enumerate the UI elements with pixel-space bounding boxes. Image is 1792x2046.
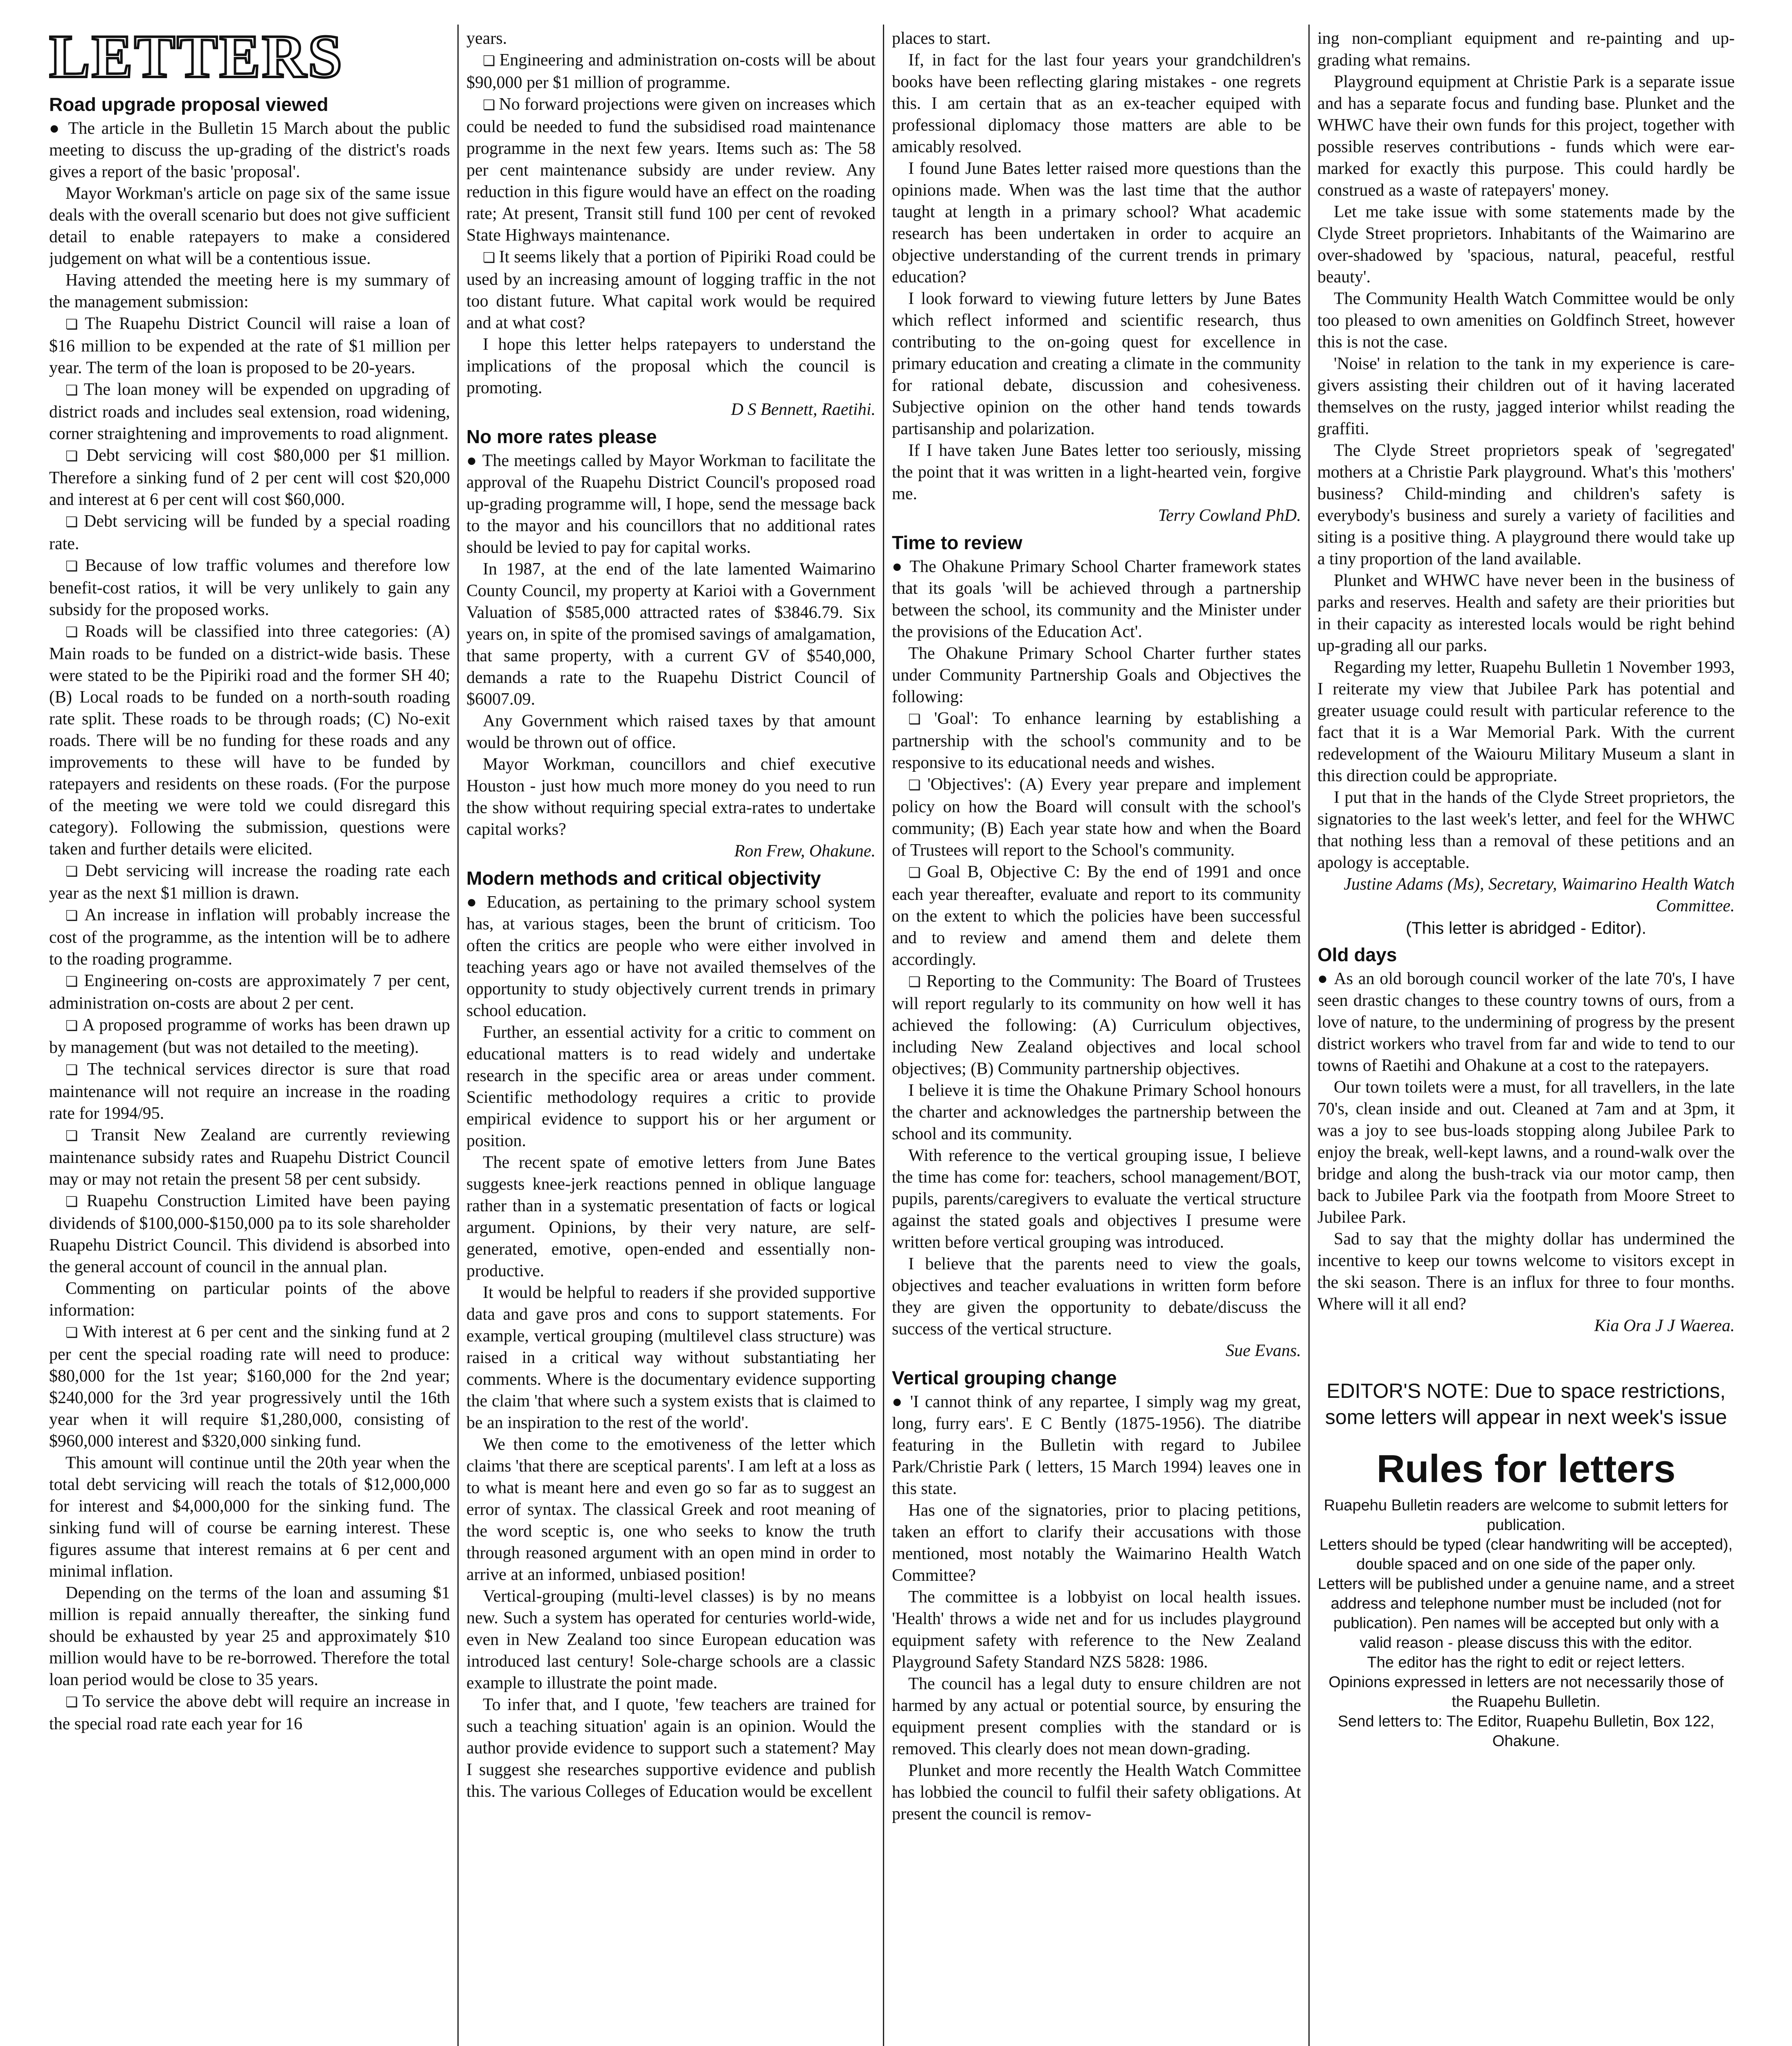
rules-title: Rules for letters bbox=[1376, 1447, 1676, 1491]
letter-paragraph: Mayor Workman's article on page six of the same issue deals with the overall scenario but does not give sufficient detail to enable ratepayers to make a considered judgement on what will be a contentious issue. bbox=[49, 184, 450, 268]
letter-headline: Time to review bbox=[892, 532, 1022, 553]
letter-paragraph: years. bbox=[466, 29, 507, 48]
letter-paragraph: Playground equipment at Christie Park is a separate issue and has a separate focus and funding base. Plunket and the WHWC have their own funds for this project, together with possible reserves contributions - funds which were ear-marked for exactly this purpose. This could hardly be construed as a waste of ratepayers' money. bbox=[1317, 72, 1735, 200]
letter-point: ❏ Engineering and administration on-costs will be about $90,000 per $1 million of programme. bbox=[466, 50, 876, 94]
editor-note: EDITOR'S NOTE: Due to space restrictions, some letters will appear in next week's issue bbox=[1325, 1379, 1727, 1429]
letter-point: ❏ Reporting to the Community: The Board of Trustees will report regularly to its community on how well it has achieved the following: (A) Curriculum objectives, including New Zealand objectives and local school objectives; (B) Community partnership objectives. bbox=[892, 971, 1301, 1080]
column-rule bbox=[457, 25, 459, 2046]
letter-point: ❏ An increase in inflation will probably increase the cost of the programme, as the intention will be to adhere to the roading programme. bbox=[49, 904, 450, 970]
letter-paragraph: Any Government which raised taxes by that amount would be thrown out of office. bbox=[466, 712, 876, 752]
column-2 bbox=[466, 28, 876, 2046]
letter-paragraph: We then come to the emotiveness of the letter which claims 'that there are sceptical parents'. I am left at a loss as to what is meant here and even go so far as to suggest an error of syntax. The classical Greek and root meaning of the word sceptic is, one who seeks to know the truth through reasoned argument with an open mind in order to arrive at an informed, unbiased position! bbox=[466, 1435, 876, 1584]
letter-paragraph: ing non-compliant equipment and re-painting and up-grading what remains. bbox=[1317, 29, 1735, 70]
editor-abridged-note: (This letter is abridged - Editor). bbox=[1405, 918, 1647, 937]
letter-paragraph: Mayor Workman, councillors and chief executive Houston - just how much more money do you need to run the show without requiring special extra-rates to undertake capital works? bbox=[466, 755, 876, 839]
rules-body bbox=[1317, 1496, 1735, 1751]
letter-paragraph: The recent spate of emotive letters from June Bates suggests knee-jerk reactions penned in oblique language rather than in a systematic presentation of facts or logical argument. Opinions, by their very nature, are self-generated, emotive, open-ended and essentially non-productive. bbox=[466, 1153, 876, 1280]
letter-paragraph: I believe it is time the Ohakune Primary School honours the charter and acknowledges the partnership between the school and its community. bbox=[892, 1081, 1301, 1143]
letter-signature: Kia Ora J J Waerea. bbox=[1594, 1316, 1735, 1335]
letter-paragraph: places to start. bbox=[892, 29, 991, 48]
letter-paragraph: Regarding my letter, Ruapehu Bulletin 1 November 1993, I reiterate my view that Jubilee Park has potential and greater usuage could result with particular reference to the fact that it is a War Memorial Park. With the current redevelopment of the Waiouru Military Museum a slant in this direction could be appropriate. bbox=[1317, 658, 1735, 785]
letter-headline: Old days bbox=[1317, 944, 1397, 965]
column-1 bbox=[49, 28, 450, 2046]
letter-point: ❏ Goal B, Objective C: By the end of 1991 and once each year thereafter, evaluate and report to its community on the extent to which the policies have been successful and to review and amend them and delete them accordingly. bbox=[892, 861, 1301, 971]
rules-line: Send letters to: The Editor, Ruapehu Bulletin, Box 122, Ohakune. bbox=[1337, 1713, 1715, 1750]
letter-point: ❏ 'Objectives': (A) Every year prepare and implement policy on how the Board will consult with the school's community; (B) Each year state how and when the Board of Trustees will report to the School's community. bbox=[892, 774, 1301, 861]
letter-signature: Justine Adams (Ms), Secretary, Waimarino Health Watch Committee. bbox=[1344, 875, 1735, 915]
letter-point: ❏ The loan money will be expended on upgrading of district roads and includes seal extension, road widening, corner straightening and improvements to road alignment. bbox=[49, 379, 450, 445]
letter-signature: D S Bennett, Raetihi. bbox=[731, 400, 876, 419]
letter-point: ❏ No forward projections were given on increases which could be needed to fund the subsidised road maintenance programme in the next few years. Items such as: The 58 per cent maintenance subsidy are under review. Any reduction in this figure would have an effect on the roading rate; At present, Transit still fund 100 per cent of revoked State Highways maintenance. bbox=[466, 94, 876, 246]
letter-headline: No more rates please bbox=[466, 426, 657, 447]
rules-line: Ruapehu Bulletin readers are welcome to submit letters for publication. bbox=[1324, 1497, 1729, 1534]
letter-signature: Ron Frew, Ohakune. bbox=[734, 842, 876, 861]
letter-point: ❏ Roads will be classified into three categories: (A) Main roads to be funded on a district-wide basis. These were stated to be the Pipiriki road and the former SH 40; (B) Local roads to be funded on a north-south roading rate split. These roads to be through roads; (C) No-exit roads. There will be no funding for these roads and any improvements to these will have to be funded by ratepayers and residents on these roads. (For the purpose of the meeting we were told we could disregard this category). Following the submission, questions were taken and further details were elicited. bbox=[49, 621, 450, 860]
letter-paragraph: Plunket and more recently the Health Watch Committee has lobbied the council to fulfil their safety obligations. At present the council is remov- bbox=[892, 1761, 1301, 1823]
letter-paragraph: It would be helpful to readers if she provided supportive data and gave pros and cons to support statements. For example, vertical grouping (multilevel class structure) was raised in a critical way without substantiating her comments. Where is the documentary evidence supporting the claim 'that where such a system exists that is claimed to be an inspiration to the rest of the world'. bbox=[466, 1283, 876, 1432]
letter-opening-paragraph: ● As an old borough council worker of the late 70's, I have seen drastic changes to these country towns of ours, from a love of nature, to the undermining of progress by the present district workers who travel from far and wide to tend to our towns of Raetihi and Ohakune at a cost to the ratepayers. bbox=[1317, 968, 1735, 1077]
letter-headline: Vertical grouping change bbox=[892, 1367, 1117, 1388]
letter-point: ❏ Because of low traffic volumes and therefore low benefit-cost ratios, it will be very unlikely to gain any subsidy for the proposed works. bbox=[49, 555, 450, 621]
letter-paragraph: If I have taken June Bates letter too seriously, missing the point that it was written in a light-hearted vein, forgive me. bbox=[892, 441, 1301, 503]
letter-paragraph: The Community Health Watch Committee would be only too pleased to own amenities on Goldfinch Street, however this is not the case. bbox=[1317, 289, 1735, 352]
letter-signature: Terry Cowland PhD. bbox=[1158, 506, 1301, 525]
rules-line: The editor has the right to edit or reject letters. bbox=[1367, 1654, 1685, 1671]
letter-signature: Sue Evans. bbox=[1225, 1341, 1301, 1360]
letter-point: ❏ A proposed programme of works has been drawn up by management (but was not detailed to the meeting). bbox=[49, 1014, 450, 1059]
letter-paragraph: 'Noise' in relation to the tank in my experience is care-givers assisting their children out of it having lacerated themselves on the rusty, jagged interior whilst reading the graffiti. bbox=[1317, 354, 1735, 438]
letter-paragraph: Sad to say that the mighty dollar has undermined the incentive to keep our towns welcome to visitors except in the ski season. There is an influx for three to four months. Where will it all end? bbox=[1317, 1230, 1735, 1314]
letter-paragraph: Vertical-grouping (multi-level classes) is by no means new. Such a system has operated for centuries world-wide, even in New Zealand too since European education was introduced last century! Sole-charge schools are a classic example to illustrate the point made. bbox=[466, 1587, 876, 1692]
letter-paragraph: Further, an essential activity for a critic to comment on educational matters is to read widely and undertake research in the specific area or areas under comment. Scientific methodology requires a critic to provide empirical evidence to support his or her argument or position. bbox=[466, 1023, 876, 1150]
column-rule bbox=[883, 25, 884, 2046]
letter-paragraph: The Clyde Street proprietors speak of 'segregated' mothers at a Christie Park playground. What's this 'mothers' business? Child-minding and children's safety is everybody's business and surely a variety of facilities and siting is a positive thing. A playground there would take up a tiny proportion of the land available. bbox=[1317, 441, 1735, 568]
rules-line: Letters should be typed (clear handwriting will be accepted), double spaced and on one side of the paper only. bbox=[1319, 1536, 1733, 1573]
letter-opening-paragraph: ● 'I cannot think of any repartee, I simply wag my great, long, furry ears'. E C Bently (1875-1956). The diatribe featuring in the Bulletin with regard to Jubilee Park/Christie Park ( letters, 15 March 1994) leaves one in this state. bbox=[892, 1391, 1301, 1500]
letter-point: ❏ 'Goal': To enhance learning by establishing a partnership with the school's community and to be responsive to its educational needs and wishes. bbox=[892, 708, 1301, 774]
letter-paragraph: I believe that the parents need to view the goals, objectives and teacher evaluations in written form before they are given the opportunity to debate/discuss the success of the vertical structure. bbox=[892, 1255, 1301, 1338]
letter-paragraph: I look forward to viewing future letters by June Bates which reflect informed and scientific research, thus contributing to the on-going quest for excellence in primary education and creating a climate in the community for rational debate, discussion and cohesiveness. Subjective opinion on the other hand tends towards partisanship and polarization. bbox=[892, 289, 1301, 438]
letter-paragraph: Let me take issue with some statements made by the Clyde Street proprietors. Inhabitants of the Waimarino are over-shadowed by 'spacious, natural, peaceful, restful beauty'. bbox=[1317, 203, 1735, 286]
letter-paragraph: Our town toilets were a must, for all travellers, in the late 70's, clean inside and out. Cleaned at 7am and at 3pm, it was a joy to see bus-loads stopping along Jubilee Park to enjoy the break, well-kept lawns, and a round-walk over the bridge and along the bush-track via our motor camp, then back to Jubilee Park via the footpath from Moore Street to Jubilee Park. bbox=[1317, 1078, 1735, 1227]
letter-opening-paragraph: ● Education, as pertaining to the primary school system has, at various stages, been the brunt of criticism. Too often the critics are people who were either involved in teaching years ago or have not availed themselves of the opportunity to study objectively current trends in primary school education. bbox=[466, 892, 876, 1022]
letter-point: ❏ Ruapehu Construction Limited have been paying dividends of $100,000-$150,000 pa to its sole shareholder Ruapehu District Council. This dividend is absorbed into the general account of council in the annual plan. bbox=[49, 1190, 450, 1278]
letter-paragraph: The council has a legal duty to ensure children are not harmed by any actual or potential source, by ensuring the equipment present complies with the standard or is removed. This clearly does not mean down-grading. bbox=[892, 1674, 1301, 1758]
letter-paragraph: In 1987, at the end of the late lamented Waimarino County Council, my property at Karioi with a Government Valuation of $585,000 attracted rates of $3846.79. Six years on, in spite of the promised savings of amalgamation, that same property, with a current GV of $540,000, demands a rate to the Ruapehu District Council of $6007.09. bbox=[466, 560, 876, 709]
column-3 bbox=[892, 28, 1301, 2046]
letter-headline: Modern methods and critical objectivity bbox=[466, 868, 821, 889]
letter-headline: Road upgrade proposal viewed bbox=[49, 94, 329, 115]
letter-paragraph: Commenting on particular points of the above information: bbox=[49, 1279, 450, 1320]
letter-paragraph: I put that in the hands of the Clyde Street proprietors, the signatories to the last week's letter, and feel for the WHWC that nothing less than a removal of these petitions and an apology is acceptable. bbox=[1317, 788, 1735, 872]
letter-point: ❏ The Ruapehu District Council will raise a loan of $16 million to be expended at the rate of $1 million per year. The term of the loan is proposed to be 20-years. bbox=[49, 313, 450, 379]
letter-paragraph: Having attended the meeting here is my summary of the management submission: bbox=[49, 271, 450, 311]
letter-point: ❏ Engineering on-costs are approximately 7 per cent, administration on-costs are about 2 per cent. bbox=[49, 970, 450, 1014]
column-4 bbox=[1317, 28, 1735, 2046]
letter-paragraph: If, in fact for the last four years your grandchildren's books have been reflecting glaring mistakes - one regrets this. I am certain that as an ex-teacher equiped with professional diplomacy those matters are able to be amicably resolved. bbox=[892, 51, 1301, 156]
letter-paragraph: Has one of the signatories, prior to placing petitions, taken an effort to clarify their accusations with those mentioned, most notably the Waimarino Health Watch Committee? bbox=[892, 1501, 1301, 1585]
letter-paragraph: Plunket and WHWC have never been in the business of parks and reserves. Health and safety are their priorities but in their capacity as interested locals would be right behind up-grading all our parks. bbox=[1317, 571, 1735, 655]
letter-point: ❏ It seems likely that a portion of Pipiriki Road could be used by an increasing amount of logging traffic in the not too distant future. What capital work would be required and at what cost? bbox=[466, 246, 876, 334]
page-title: LETTERS bbox=[49, 28, 344, 90]
letter-paragraph: With reference to the vertical grouping issue, I believe the time has come for: teachers, school management/BOT, pupils, parents/caregivers to evaluate the vertical structure against the stated goals and objectives I presume were written before vertical grouping was introduced. bbox=[892, 1146, 1301, 1252]
column-rule bbox=[1308, 25, 1310, 2046]
letter-paragraph: To infer that, and I quote, 'few teachers are trained for such a teaching situation' again is an opinion. Would the author provide evidence to support such a statement? May I suggest she researches supportive evidence and publish this. The various Colleges of Education would be excellent bbox=[466, 1695, 876, 1801]
letter-point: ❏ To service the above debt will require an increase in the special road rate each year for 16 bbox=[49, 1691, 450, 1735]
letter-point: ❏ Debt servicing will increase the roading rate each year as the next $1 million is drawn. bbox=[49, 860, 450, 904]
letter-point: ❏ With interest at 6 per cent and the sinking fund at 2 per cent the special roading rate will need to produce: $80,000 for the 1st year; $160,000 for the 2nd year; $240,000 for the 3rd year progressively until the 16th year when it will require $1,280,000, consisting of $960,000 interest and $320,000 sinking fund. bbox=[49, 1321, 450, 1452]
letter-paragraph: The committee is a lobbyist on local health issues. 'Health' throws a wide net and for us includes playground equipment safety with reference to the New Zealand Playground Safety Standard NZS 5828: 1986. bbox=[892, 1588, 1301, 1672]
letter-point: ❏ Transit New Zealand are currently reviewing maintenance subsidy rates and Ruapehu District Council may or may not retain the present 58 per cent subsidy. bbox=[49, 1124, 450, 1190]
letter-paragraph: This amount will continue until the 20th year when the total debt servicing will reach the totals of $12,000,000 for interest and $4,000,000 for the sinking fund. The sinking fund will of course be earning interest. These figures assume that interest remains at 6 per cent and minimal inflation. bbox=[49, 1453, 450, 1581]
letter-point: ❏ Debt servicing will be funded by a special roading rate. bbox=[49, 511, 450, 555]
letter-paragraph: I found June Bates letter raised more questions than the opinions made. When was the last time that the author taught at length in a primary school? What academic research has been undertaken in order to acquire an objective understanding of the current trends in primary education? bbox=[892, 159, 1301, 286]
letter-paragraph: The Ohakune Primary School Charter further states under Community Partnership Goals and Objectives the following: bbox=[892, 644, 1301, 706]
letter-point: ❏ Debt servicing will cost $80,000 per $1 million. Therefore a sinking fund of 2 per cent will cost $20,000 and interest at 6 per cent will cost $60,000. bbox=[49, 445, 450, 511]
letter-paragraph: I hope this letter helps ratepayers to understand the implications of the proposal which the council is promoting. bbox=[466, 335, 876, 397]
letter-opening-paragraph: ● The meetings called by Mayor Workman to facilitate the approval of the Ruapehu District Council's proposed road up-grading programme will, I hope, send the message back to the mayor and his councillors that no additional rates should be levied to pay for capital works. bbox=[466, 450, 876, 559]
letter-opening-paragraph: ● The Ohakune Primary School Charter framework states that its goals 'will be achieved through a partnership between the school, its community and the Minister under the provisions of the Education Act'. bbox=[892, 556, 1301, 643]
rules-line: Letters will be published under a genuine name, and a street address and telephone number must be included (not for publication). Pen names will be accepted but only with a valid reason - please discuss this with the editor. bbox=[1317, 1575, 1735, 1652]
letter-point: ❏ The technical services director is sure that road maintenance will not require an increase in the roading rate for 1994/95. bbox=[49, 1059, 450, 1124]
letter-paragraph: Depending on the terms of the loan and assuming $1 million is repaid annually thereafter, the sinking fund should be exhausted by year 25 and approximately $10 million would have to be re-borrowed. Therefore the total loan period would be close to 35 years. bbox=[49, 1584, 450, 1689]
rules-line: Opinions expressed in letters are not necessarily those of the Ruapehu Bulletin. bbox=[1328, 1674, 1724, 1710]
letter-opening-paragraph: ● The article in the Bulletin 15 March about the public meeting to discuss the up-grading of the district's roads gives a report of the basic 'proposal'. bbox=[49, 118, 450, 183]
